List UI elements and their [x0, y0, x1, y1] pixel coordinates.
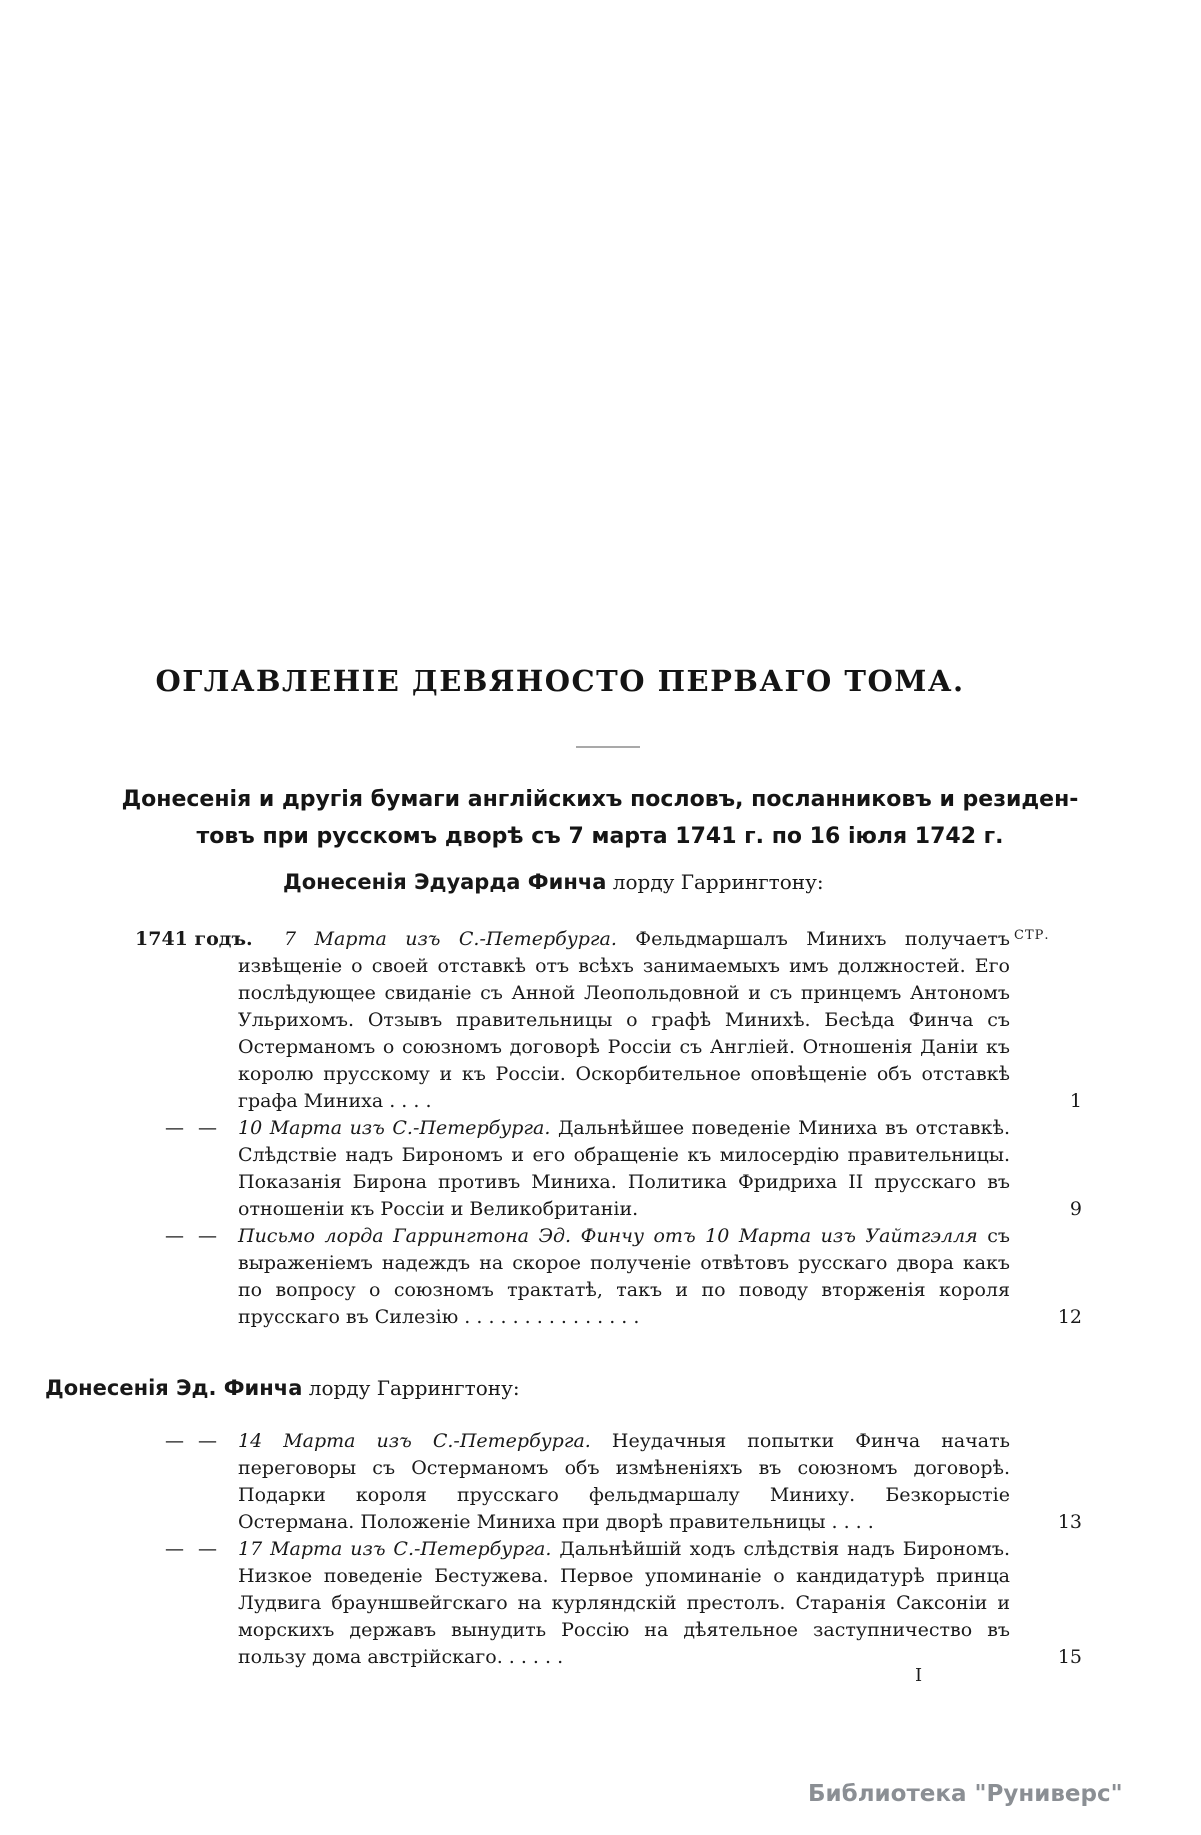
- entry-ditto-label: — —: [165, 1117, 222, 1139]
- toc-entries: [0, 926, 1201, 1671]
- section-heading-1-bold: Донесенія Эдуарда Финча: [283, 870, 607, 894]
- section-heading-2-bold: Донесенія Эд. Финча: [45, 1376, 303, 1400]
- entry-lead: Письмо лорда Гаррингтона Эд. Финчу отъ 10 Марта изъ Уайтгэлля: [238, 1225, 978, 1247]
- section-heading-2-rest: лорду Гаррингтону:: [302, 1376, 520, 1400]
- entry-lead: 14 Марта изъ С.-Петербурга.: [238, 1430, 591, 1452]
- entry-body: Дальнѣйшее поведеніе Миниха въ отставкѣ. Слѣдствіе надъ Бирономъ и его обращеніе къ милосердію правительницы. Показанія Бирона противъ Миниха. Политика Фридриха II прусскаго въ отношеніи къ Россіи и Великобританіи.: [238, 1117, 1011, 1220]
- title-divider: [576, 746, 640, 748]
- entry-body: Фельдмаршалъ Минихъ получаетъ извѣщеніе о своей отставкѣ отъ всѣхъ занимаемыхъ имъ должностей. Его послѣдующее свиданіе съ Анной Леопольдовной и съ принцемъ Антономъ Ульрихомъ. Отзывъ правительницы о графѣ Минихѣ. Бесѣда Финча съ Остерманомъ о союзномъ договорѣ Россіи съ Англіей. Отношенія Даніи къ королю прусскому и къ Россіи. Оскорбительное оповѣщеніе объ отставкѣ графа Миниха . . . .: [238, 928, 1011, 1112]
- page-column-header: СТР.: [1014, 928, 1050, 943]
- entry-lead: 7 Марта изъ С.-Петербурга.: [284, 928, 617, 950]
- entry-body: Неудачныя попытки Финча начать переговоры съ Остерманомъ объ измѣненіяхъ въ союзномъ договорѣ. Подарки короля прусскаго фельдмаршалу Миниху. Безкорыстіе Остермана. Положеніе Миниха при дворѣ правительницы . . . .: [238, 1430, 1010, 1533]
- entry-ditto-label: — —: [165, 1538, 222, 1560]
- entry-body: съ выраженіемъ надеждъ на скорое полученіе отвѣтовъ русскаго двора какъ по вопросу о союзномъ трактатѣ, такъ и по поводу вторженія короля прусскаго въ Силезію . . . . . . . . . . . . . . .: [238, 1225, 1010, 1328]
- entry-lead: 10 Марта изъ С.-Петербурга.: [238, 1117, 551, 1139]
- page-number: 15: [1057, 1646, 1082, 1668]
- section-heading-1-rest: лорду Гаррингтону:: [606, 870, 824, 894]
- page-number: 12: [1057, 1306, 1082, 1328]
- page-number: 9: [1069, 1198, 1082, 1220]
- entry-year-label: 1741 годъ.: [135, 928, 253, 950]
- toc-entry: [165, 1428, 1082, 1536]
- page-number: 13: [1057, 1511, 1082, 1533]
- volume-subtitle-line-2: товъ при русскомъ дворѣ съ 7 марта 1741 г. по 16 іюля 1742 г.: [196, 824, 1004, 849]
- toc-entry: [165, 1223, 1082, 1331]
- toc-entry: [165, 1115, 1082, 1223]
- section-heading-2: [45, 1375, 1201, 1402]
- library-watermark: Библиотека "Руниверс": [808, 1781, 1123, 1807]
- entry-ditto-label: — —: [165, 1430, 222, 1452]
- entry-ditto-label: — —: [165, 1225, 222, 1247]
- toc-entry: [165, 1536, 1082, 1671]
- page-title: ОГЛАВЛЕНІЕ ДЕВЯНОСТО ПЕРВАГО ТОМА.: [155, 664, 965, 698]
- page-number: 1: [1069, 1090, 1082, 1112]
- entry-lead: 17 Марта изъ С.-Петербурга.: [238, 1538, 552, 1560]
- section-heading-1: [283, 870, 824, 894]
- entry-body: Дальнѣйшій ходъ слѣдствія надъ Бирономъ. Низкое поведеніе Бестужева. Первое упоминаніе о кандидатурѣ принца Лудвига брауншвейгскаго на курляндскій престолъ. Старанія Саксоніи и морскихъ державъ вынудить Россію на дѣятельное заступничество въ пользу дома австрійскаго. . . . . .: [238, 1538, 1010, 1668]
- signature-mark: I: [915, 1665, 923, 1686]
- volume-subtitle-line-1: Донесенія и другія бумаги англійскихъ пословъ, посланниковъ и резиден-: [121, 787, 1079, 812]
- volume-subtitle: [100, 781, 1100, 855]
